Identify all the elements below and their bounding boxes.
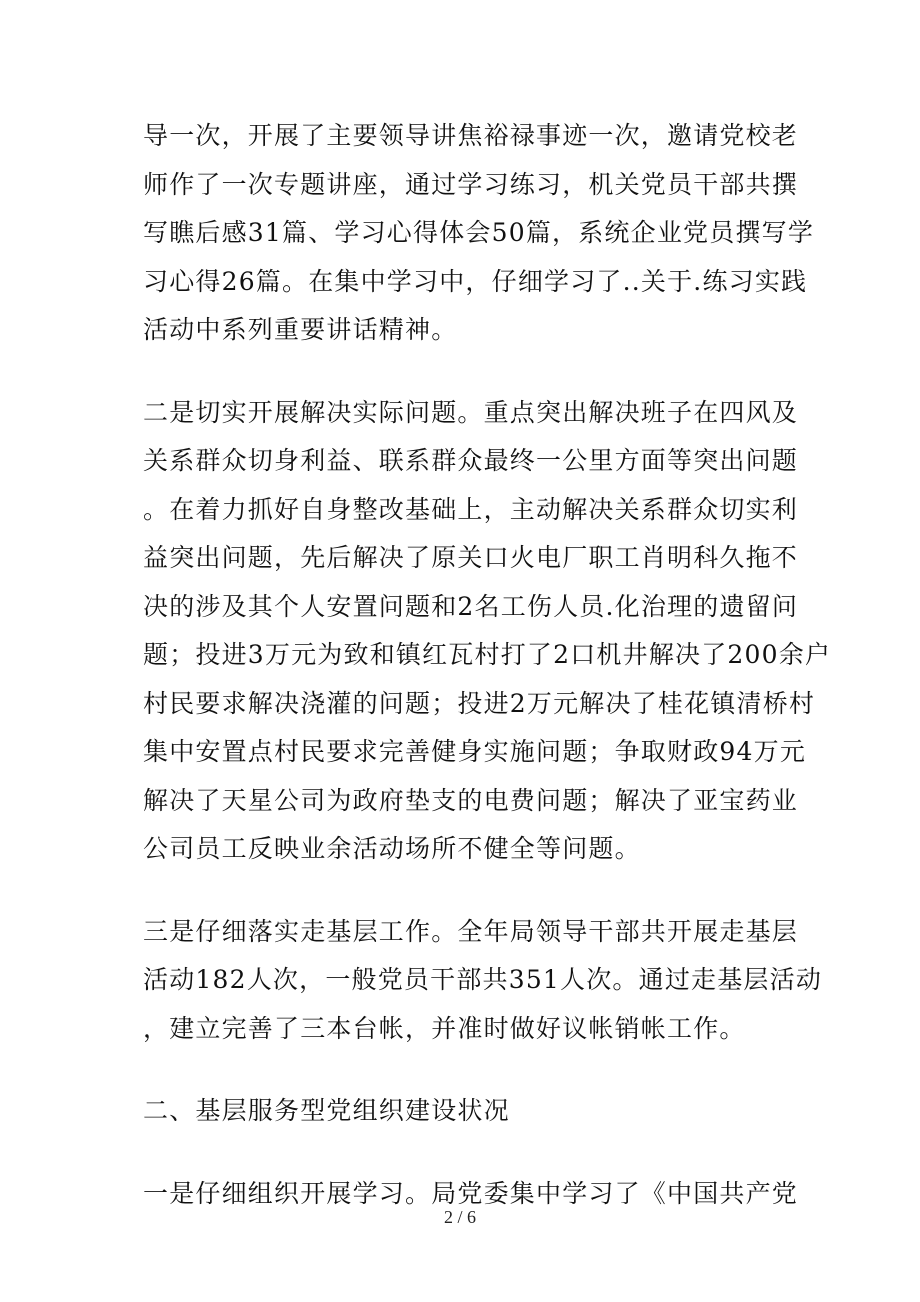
text-line: 师作了一次专题讲座，通过学习练习，机关党员干部共撰 xyxy=(143,169,799,199)
text-line: 题；投进3万元为致和镇红瓦村打了2口机井解决了200余户 xyxy=(143,640,832,669)
document-body xyxy=(143,112,832,1218)
text-line: 一是仔细组织开展学习。局党委集中学习了《中国共产党 xyxy=(143,1178,799,1208)
text-line: 二是切实开展解决实际问题。重点突出解决班子在四风及 xyxy=(143,397,799,427)
text-line: 习心得26篇。在集中学习中，仔细学习了..关于.练习实践 xyxy=(143,266,808,296)
page-number: 2 / 6 xyxy=(443,1207,476,1227)
text-line: 导一次，开展了主要领导讲焦裕禄事迹一次，邀请党校老 xyxy=(143,121,799,150)
text-line: 村民要求解决浇灌的问题；投进2万元解决了桂花镇清桥村 xyxy=(143,688,816,718)
text-line: 公司员工反映业余活动场所不健全等问题。 xyxy=(143,834,641,863)
text-line: 集中安置点村民要求完善健身实施问题；争取财政94万元 xyxy=(143,737,807,766)
paragraph-grassroots-work xyxy=(143,908,823,1054)
text-line: 决的涉及其个人安置问题和2名工伤人员.化治理的遗留问 xyxy=(143,591,799,621)
text-line: ，建立完善了三本台帐，并准时做好议帐销帐工作。 xyxy=(143,1013,746,1043)
section-heading xyxy=(143,1087,783,1136)
text-line: 。在着力抓好自身整改基础上，主动解决关系群众切实利 xyxy=(143,494,799,524)
text-line: 写瞧后感31篇、学习心得体会50篇，系统企业党员撰写学 xyxy=(143,218,815,247)
heading-line: 二、基层服务型党组织建设状况 xyxy=(143,1096,510,1125)
text-line: 关系群众切身利益、联系群众最终一公里方面等突出问题 xyxy=(143,446,799,475)
text-line: 益突出问题，先后解决了原关口火电厂职工肖明科久拖不 xyxy=(143,543,799,572)
text-line: 解决了天星公司为政府垫支的电费问题；解决了亚宝药业 xyxy=(143,785,799,815)
text-line: 三是仔细落实走基层工作。全年局领导干部共开展走基层 xyxy=(143,916,799,946)
text-line: 活动中系列重要讲话精神。 xyxy=(143,315,458,344)
paragraph-study-summary xyxy=(143,112,815,355)
paragraph-solve-problems xyxy=(143,389,832,874)
text-line: 活动182人次，一般党员干部共351人次。通过走基层活动 xyxy=(143,965,823,994)
